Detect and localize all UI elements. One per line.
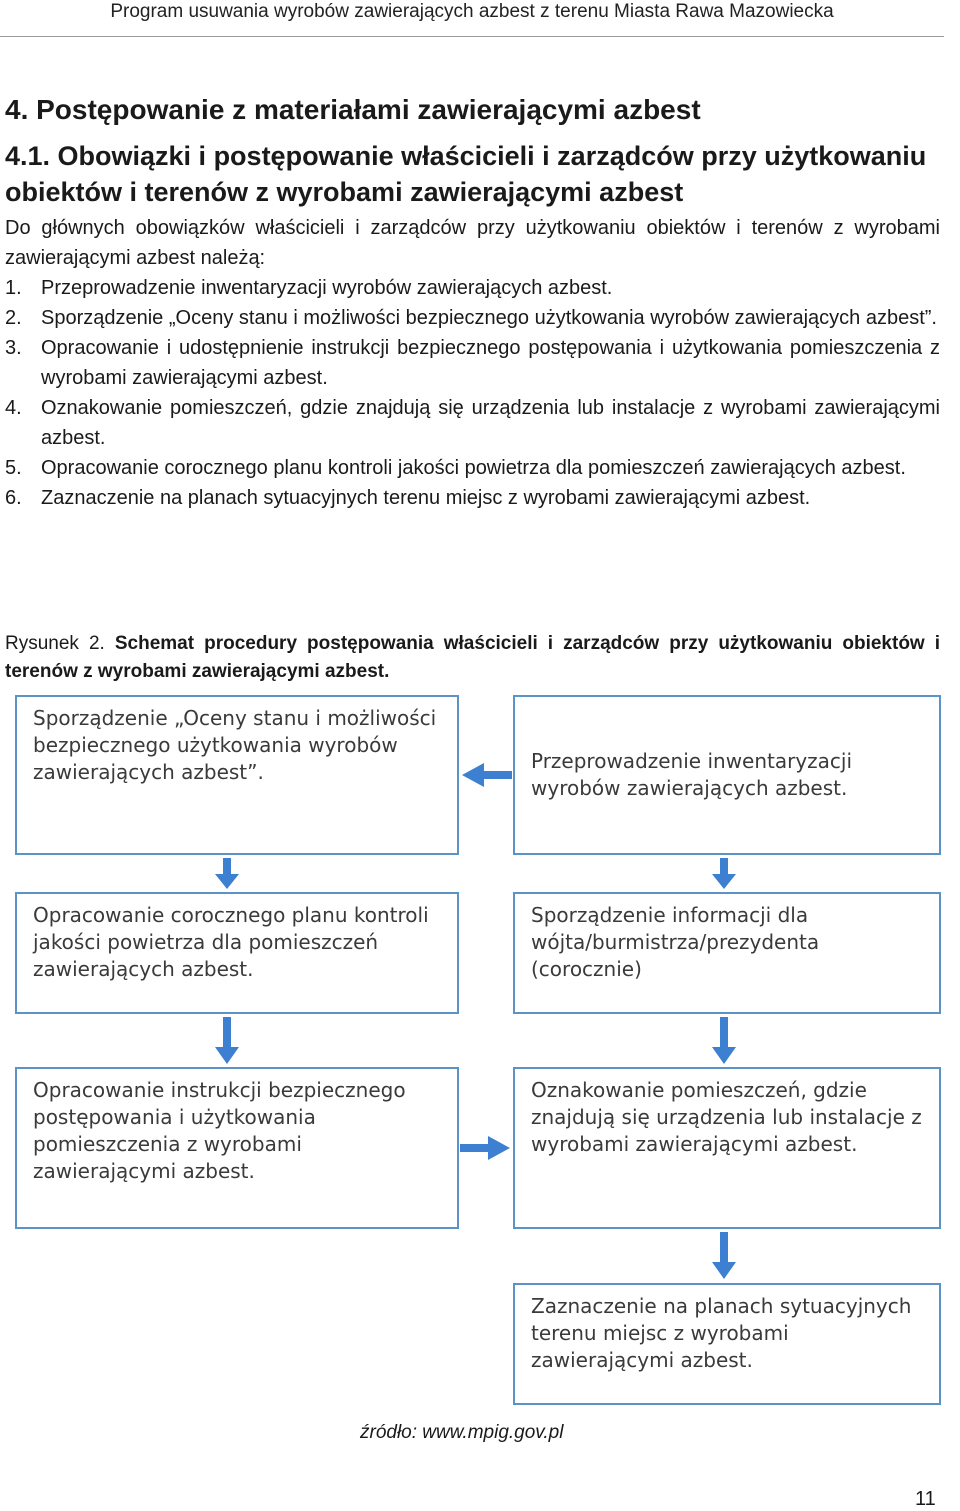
list-item-text: Przeprowadzenie inwentaryzacji wyrobów zawierających azbest. — [41, 277, 613, 299]
list-item — [5, 333, 940, 393]
flow-box-report-text: Sporządzenie informacji dla wójta/burmistrza/prezydenta (corocznie) — [531, 903, 820, 981]
arrow-down-icon — [706, 858, 742, 890]
list-item — [5, 483, 940, 513]
list-item-text: Opracowanie i udostępnienie instrukcji bezpiecznego postępowania i użytkowania pomieszczenia z wyrobami zawierającymi azbest. — [41, 337, 940, 389]
flow-box-assessment — [15, 695, 459, 855]
arrow-down-icon — [706, 1232, 742, 1280]
flow-box-air-plan — [15, 892, 459, 1014]
page-number: 11 — [915, 1488, 936, 1510]
list-item — [5, 273, 940, 303]
intro-paragraph: Do głównych obowiązków właścicieli i zarządców przy użytkowaniu obiektów i terenów z wyrobami zawierającymi azbest należą: — [5, 217, 940, 269]
list-item-number: 1. — [5, 277, 22, 299]
arrow-down-icon — [209, 858, 245, 890]
list-item-text: Opracowanie corocznego planu kontroli jakości powietrza dla pomieszczeń zawierających azbest. — [41, 457, 906, 479]
flow-box-marking — [513, 1067, 941, 1229]
list-item-number: 3. — [5, 337, 22, 359]
arrow-right-icon — [460, 1132, 512, 1164]
list-item-text: Oznakowanie pomieszczeń, gdzie znajdują się urządzenia lub instalacje z wyrobami zawierającymi azbest. — [41, 397, 940, 449]
flow-box-inventory-text: Przeprowadzenie inwentaryzacji wyrobów zawierających azbest. — [531, 749, 853, 800]
section-heading: 4. Postępowanie z materiałami zawierającymi azbest — [5, 94, 701, 125]
figure-label: Rysunek 2. — [5, 633, 105, 654]
flow-box-report — [513, 892, 941, 1014]
list-item — [5, 453, 940, 483]
list-item-number: 4. — [5, 397, 22, 419]
list-item — [5, 303, 940, 333]
list-item-text: Sporządzenie „Oceny stanu i możliwości bezpiecznego użytkowania wyrobów zawierających azbest”. — [41, 307, 937, 329]
list-item-number: 5. — [5, 457, 22, 479]
subsection-heading: 4.1. Obowiązki i postępowanie właścicieli i zarządców przy użytkowaniu obiektów i terenów z wyrobami zawierającymi azbest — [5, 141, 927, 207]
flow-box-inventory — [513, 695, 941, 855]
list-item-number: 6. — [5, 487, 22, 509]
flow-box-site-plans — [513, 1283, 941, 1405]
figure-caption-text: Schemat procedury postępowania właścicieli i zarządców przy użytkowaniu obiektów i terenów z wyrobami zawierającymi azbest. — [5, 633, 941, 682]
flow-box-instructions-text: Opracowanie instrukcji bezpiecznego postępowania i użytkowania pomieszczenia z wyrobami zawierającymi azbest. — [33, 1078, 406, 1183]
figure-caption — [5, 630, 940, 686]
page-header — [0, 0, 944, 37]
arrow-left-icon — [460, 759, 512, 791]
arrow-down-icon — [209, 1017, 245, 1065]
duties-list — [5, 273, 940, 513]
figure-source: źródło: www.mpig.gov.pl — [360, 1422, 564, 1443]
list-item — [5, 393, 940, 453]
list-item-number: 2. — [5, 307, 22, 329]
flow-box-instructions — [15, 1067, 459, 1229]
flow-box-marking-text: Oznakowanie pomieszczeń, gdzie znajdują się urządzenia lub instalacje z wyrobami zawierającymi azbest. — [531, 1078, 922, 1156]
arrow-down-icon — [706, 1017, 742, 1065]
flow-box-assessment-text: Sporządzenie „Oceny stanu i możliwości bezpiecznego użytkowania wyrobów zawierających azbest”. — [33, 706, 437, 784]
flow-box-site-plans-text: Zaznaczenie na planach sytuacyjnych terenu miejsc z wyrobami zawierającymi azbest. — [531, 1294, 912, 1372]
list-item-text: Zaznaczenie na planach sytuacyjnych terenu miejsc z wyrobami zawierającymi azbest. — [41, 487, 811, 509]
header-title: Program usuwania wyrobów zawierających azbest z terenu Miasta Rawa Mazowiecka — [110, 1, 834, 22]
flow-box-air-plan-text: Opracowanie corocznego planu kontroli jakości powietrza dla pomieszczeń zawierających azbest. — [33, 903, 429, 981]
